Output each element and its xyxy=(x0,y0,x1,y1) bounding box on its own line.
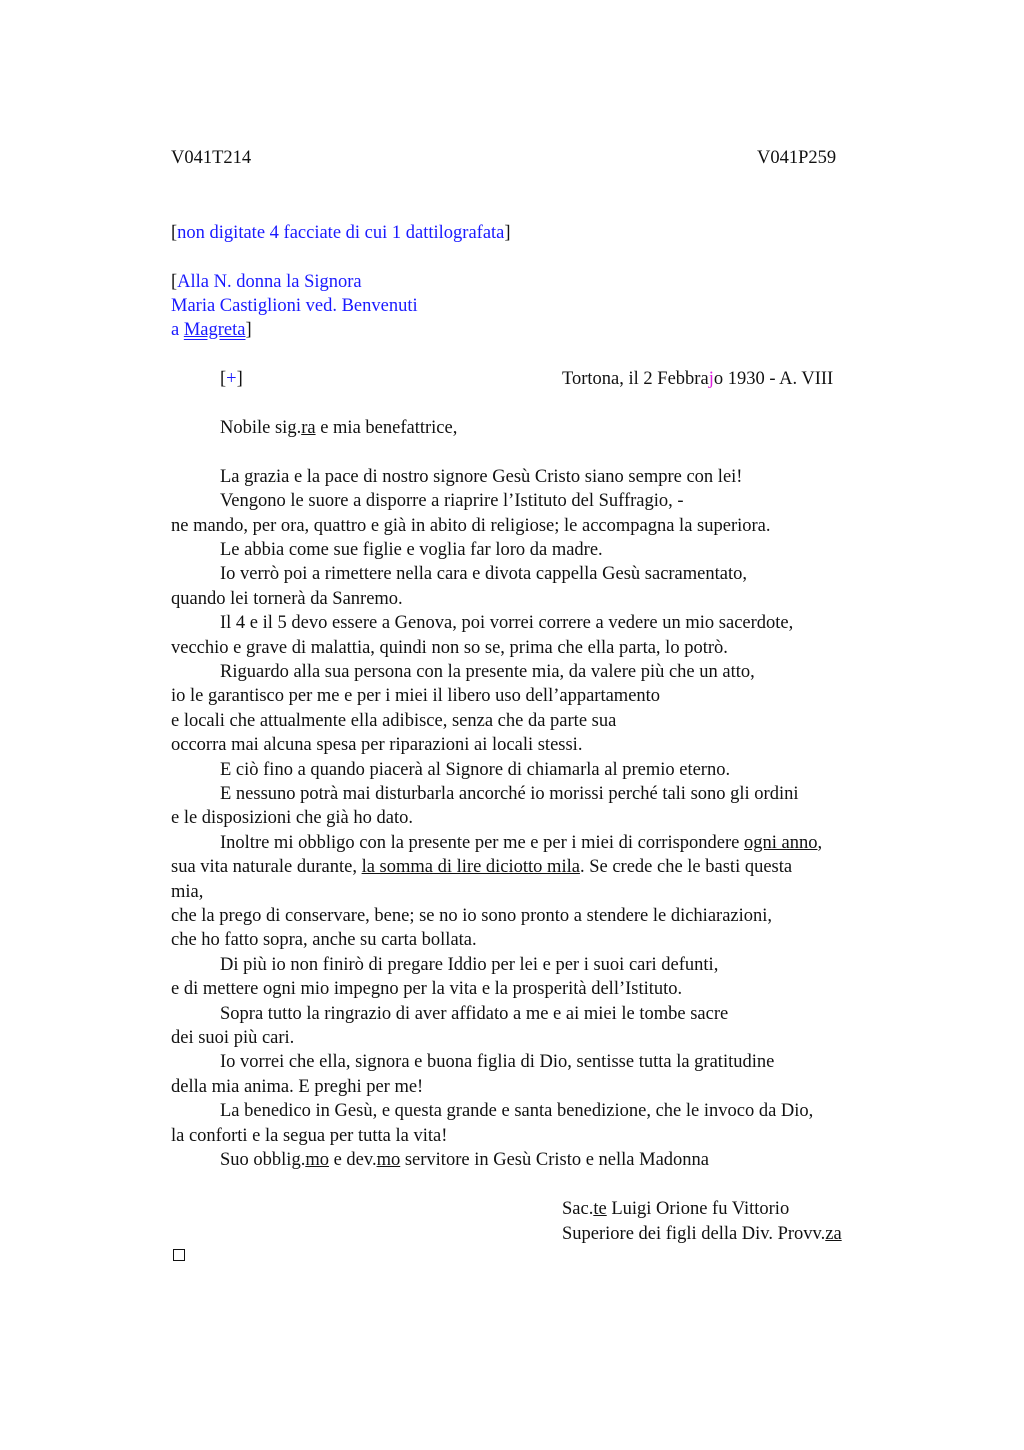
body-line: e locali che attualmente ella adibisce, senza che da parte sua xyxy=(171,711,617,731)
closing-line: Suo obblig.mo e dev.mo servitore in Gesù Cristo e nella Madonna xyxy=(220,1150,709,1170)
body-line: Le abbia come sue figlie e voglia far loro da madre. xyxy=(220,540,603,560)
body-line: la conforti e la segua per tutta la vita! xyxy=(171,1126,448,1146)
body-line: Riguardo alla sua persona con la presente mia, da valere più che un atto, xyxy=(220,662,755,682)
body-line: Sopra tutto la ringrazio di aver affidato a me e ai miei le tombe sacre xyxy=(220,1004,729,1024)
body-line: La benedico in Gesù, e questa grande e santa benedizione, che le invoco da Dio, xyxy=(220,1101,814,1121)
signature-line-2: Superiore dei figli della Div. Provv.za xyxy=(562,1224,842,1244)
body-line: E ciò fino a quando piacerà al Signore di chiamarla al premio eterno. xyxy=(220,760,731,780)
address-line-3: a Magreta] xyxy=(171,320,252,340)
body-line: La grazia e la pace di nostro signore Gesù Cristo siano sempre con lei! xyxy=(220,467,743,487)
body-line: Vengono le suore a disporre a riaprire l’Istituto del Suffragio, - xyxy=(220,491,684,511)
body-line: Il 4 e il 5 devo essere a Genova, poi vorrei correre a vedere un mio sacerdote, xyxy=(220,613,794,633)
body-line: della mia anima. E preghi per me! xyxy=(171,1077,424,1097)
signature-line-1: Sac.te Luigi Orione fu Vittorio xyxy=(562,1199,790,1219)
body-line: vecchio e grave di malattia, quindi non so se, prima che ella parta, lo potrò. xyxy=(171,638,728,658)
body-line: io le garantisco per me e per i miei il libero uso dell’appartamento xyxy=(171,686,661,706)
body-line: dei suoi più cari. xyxy=(171,1028,295,1048)
address-line-2: Maria Castiglioni ved. Benvenuti xyxy=(171,296,418,316)
left-code: V041T214 xyxy=(171,148,252,168)
editorial-note: [non digitate 4 facciate di cui 1 dattilografata] xyxy=(171,223,511,243)
obligation-line-3: mia, xyxy=(171,882,204,902)
date-line: Tortona, il 2 Febbrajo 1930 - A. VIII xyxy=(562,369,834,389)
obligation-line-2: sua vita naturale durante, la somma di lire diciotto mila. Se crede che le basti questa xyxy=(171,857,793,877)
body-line: occorra mai alcuna spesa per riparazioni ai locali stessi. xyxy=(171,735,583,755)
body-line: e le disposizioni che già ho dato. xyxy=(171,808,413,828)
obligation-line-1: Inoltre mi obbligo con la presente per me e per i miei di corrispondere ogni anno, xyxy=(220,833,823,853)
address-line-1: [Alla N. donna la Signora xyxy=(171,272,362,292)
body-line: che la prego di conservare, bene; se no io sono pronto a stendere le dichiarazioni, xyxy=(171,906,773,926)
address-place: Magreta xyxy=(183,320,246,340)
body-line: quando lei tornerà da Sanremo. xyxy=(171,589,403,609)
body-line: Di più io non finirò di pregare Iddio per lei e per i suoi cari defunti, xyxy=(220,955,719,975)
editorial-note-text: non digitate 4 facciate di cui 1 dattilografata xyxy=(177,223,505,243)
body-line: Io verrò poi a rimettere nella cara e divota cappella Gesù sacramentato, xyxy=(220,564,747,584)
cross-mark: [+] xyxy=(220,369,243,389)
body-line: Io vorrei che ella, signora e buona figlia di Dio, sentisse tutta la gratitudine xyxy=(220,1052,775,1072)
right-code: V041P259 xyxy=(757,148,837,168)
body-line: che ho fatto sopra, anche su carta bollata. xyxy=(171,930,477,950)
body-line: e di mettere ogni mio impegno per la vita e la prosperità dell’Istituto. xyxy=(171,979,683,999)
body-line: ne mando, per ora, quattro e già in abito di religiose; le accompagna la superiora. xyxy=(171,516,771,536)
salutation: Nobile sig.ra e mia benefattrice, xyxy=(220,418,458,438)
body-line: E nessuno potrà mai disturbarla ancorché io morissi perché tali sono gli ordini xyxy=(220,784,799,804)
end-square-icon xyxy=(173,1249,185,1261)
